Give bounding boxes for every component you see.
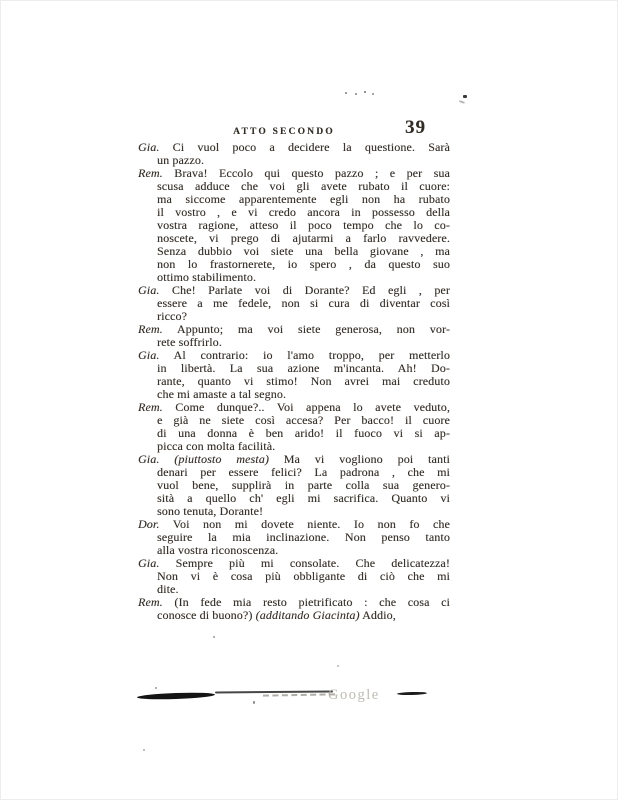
scan-speck bbox=[355, 93, 357, 95]
text-line: alla vostra riconoscenza. bbox=[157, 543, 279, 557]
text-line: Rem. (In fede mia resto pietrificato : che cosa ci bbox=[138, 595, 450, 609]
dialogue-paragraph bbox=[138, 349, 450, 401]
speaker-label: Rem. bbox=[138, 166, 163, 180]
text-line: picca con molta facilità. bbox=[157, 439, 276, 453]
text-line: e già ne siete così accesa? Per bacco! il cuore bbox=[157, 413, 450, 427]
dialogue-paragraph bbox=[138, 323, 450, 349]
dialogue-paragraph bbox=[138, 284, 450, 323]
scan-speck bbox=[253, 701, 255, 704]
ink-smudge bbox=[137, 692, 215, 701]
text-line: Gia. Che! Parlate voi di Dorante? Ed egli , per bbox=[138, 283, 450, 297]
speaker-label: Gia. bbox=[138, 283, 160, 297]
text-line: Gia. (piuttosto mesta) Ma vi vogliono poi tanti bbox=[138, 452, 450, 466]
scan-speck bbox=[364, 91, 366, 93]
text-line: ricco? bbox=[157, 309, 188, 323]
dialogue-paragraph bbox=[138, 141, 450, 167]
dialogue-paragraph bbox=[138, 557, 450, 596]
scan-speck bbox=[337, 665, 339, 667]
speaker-label: Dor. bbox=[138, 517, 160, 531]
scan-speck bbox=[213, 636, 215, 638]
speaker-label: Gia. bbox=[138, 140, 160, 154]
text-block bbox=[138, 141, 450, 622]
text-line: Senza dubbio voi siete una bella giovane , ma bbox=[157, 244, 450, 258]
text-line: noscete, vi prego di ajutarmi a farlo ravvedere. bbox=[157, 231, 450, 245]
text-line: Gia. Al contrario: io l'amo troppo, per metterlo bbox=[138, 348, 450, 362]
speaker-label: Rem. bbox=[138, 322, 163, 336]
scan-speck bbox=[345, 92, 347, 94]
text-line: essere a me fedele, non si cura di diventar così bbox=[157, 296, 450, 310]
text-line: di una donna è ben arido! il fuoco vi si ap- bbox=[157, 426, 450, 440]
dialogue-paragraph bbox=[138, 518, 450, 557]
scan-speck bbox=[143, 749, 145, 751]
text-line: scusa adduce che voi gli avete rubato il cuore: bbox=[157, 179, 450, 193]
text-line: un pazzo. bbox=[157, 153, 205, 167]
scan-speck bbox=[463, 95, 467, 98]
dialogue-paragraph bbox=[138, 596, 450, 622]
google-watermark: Google bbox=[328, 687, 380, 703]
text-line: Gia. Sempre più mi consolate. Che delicatezza! bbox=[138, 556, 450, 570]
text-line: rete soffrirlo. bbox=[157, 335, 222, 349]
text-line: vostra ragione, atteso il poco tempo che lo co- bbox=[157, 218, 450, 232]
text-line: Dor. Voi non mi dovete niente. Io non fo che bbox=[138, 517, 450, 531]
scan-speck bbox=[155, 687, 157, 689]
text-line: rante, quanto vi stimo! Non avrei mai creduto bbox=[157, 374, 450, 388]
speaker-label: Rem. bbox=[138, 595, 163, 609]
dialogue-paragraph bbox=[138, 167, 450, 284]
text-line: conosce di buono?) (additando Giacinta) Addio, bbox=[157, 608, 396, 622]
text-line: dite. bbox=[157, 582, 179, 596]
text-line: Rem. Appunto; ma voi siete generosa, non vor- bbox=[138, 322, 450, 336]
text-line: sono tenuta, Dorante! bbox=[157, 504, 264, 518]
scan-speck bbox=[459, 100, 465, 103]
text-line: vuol bene, supplirà in parte colla sua genero- bbox=[157, 478, 450, 492]
scan-speck bbox=[372, 93, 374, 95]
text-line: il vostro , e vi credo ancora in possesso della bbox=[157, 205, 450, 219]
text-line: Gia. Ci vuol poco a decidere la questione. Sarà bbox=[138, 140, 450, 154]
text-line: che mi amaste a tal segno. bbox=[157, 387, 287, 401]
dialogue-paragraph bbox=[138, 401, 450, 453]
speaker-label: Gia. bbox=[138, 452, 160, 466]
text-line: sità a quello ch' egli mi sacrifica. Quanto vi bbox=[157, 491, 450, 505]
text-line: in libertà. La sua azione m'incanta. Ah! Do- bbox=[157, 361, 450, 375]
text-line: ma siccome apparentemente egli non ha rubato bbox=[157, 192, 450, 206]
text-line: Rem. Come dunque?.. Voi appena lo avete veduto, bbox=[138, 400, 450, 414]
text-line: ottimo stabilimento. bbox=[157, 270, 257, 284]
text-line: seguire la mia inclinazione. Non penso tanto bbox=[157, 530, 450, 544]
speaker-label: Gia. bbox=[138, 348, 160, 362]
text-line: Non vi è cosa più obbligante di ciò che mi bbox=[157, 569, 450, 583]
text-line: denari per essere felici? La padrona , che mi bbox=[157, 465, 450, 479]
scan-dash bbox=[397, 692, 427, 696]
scan-dashes bbox=[263, 693, 335, 696]
speaker-label: Rem. bbox=[138, 400, 163, 414]
text-line: Rem. Brava! Eccolo qui questo pazzo ; e per sua bbox=[138, 166, 450, 180]
dialogue-paragraph bbox=[138, 453, 450, 518]
running-header-title: ATTO SECONDO bbox=[233, 127, 335, 137]
page-number: 39 bbox=[405, 117, 426, 138]
speaker-label: Gia. bbox=[138, 556, 160, 570]
text-line: non lo frastornerete, io spero , da questo suo bbox=[157, 257, 450, 271]
